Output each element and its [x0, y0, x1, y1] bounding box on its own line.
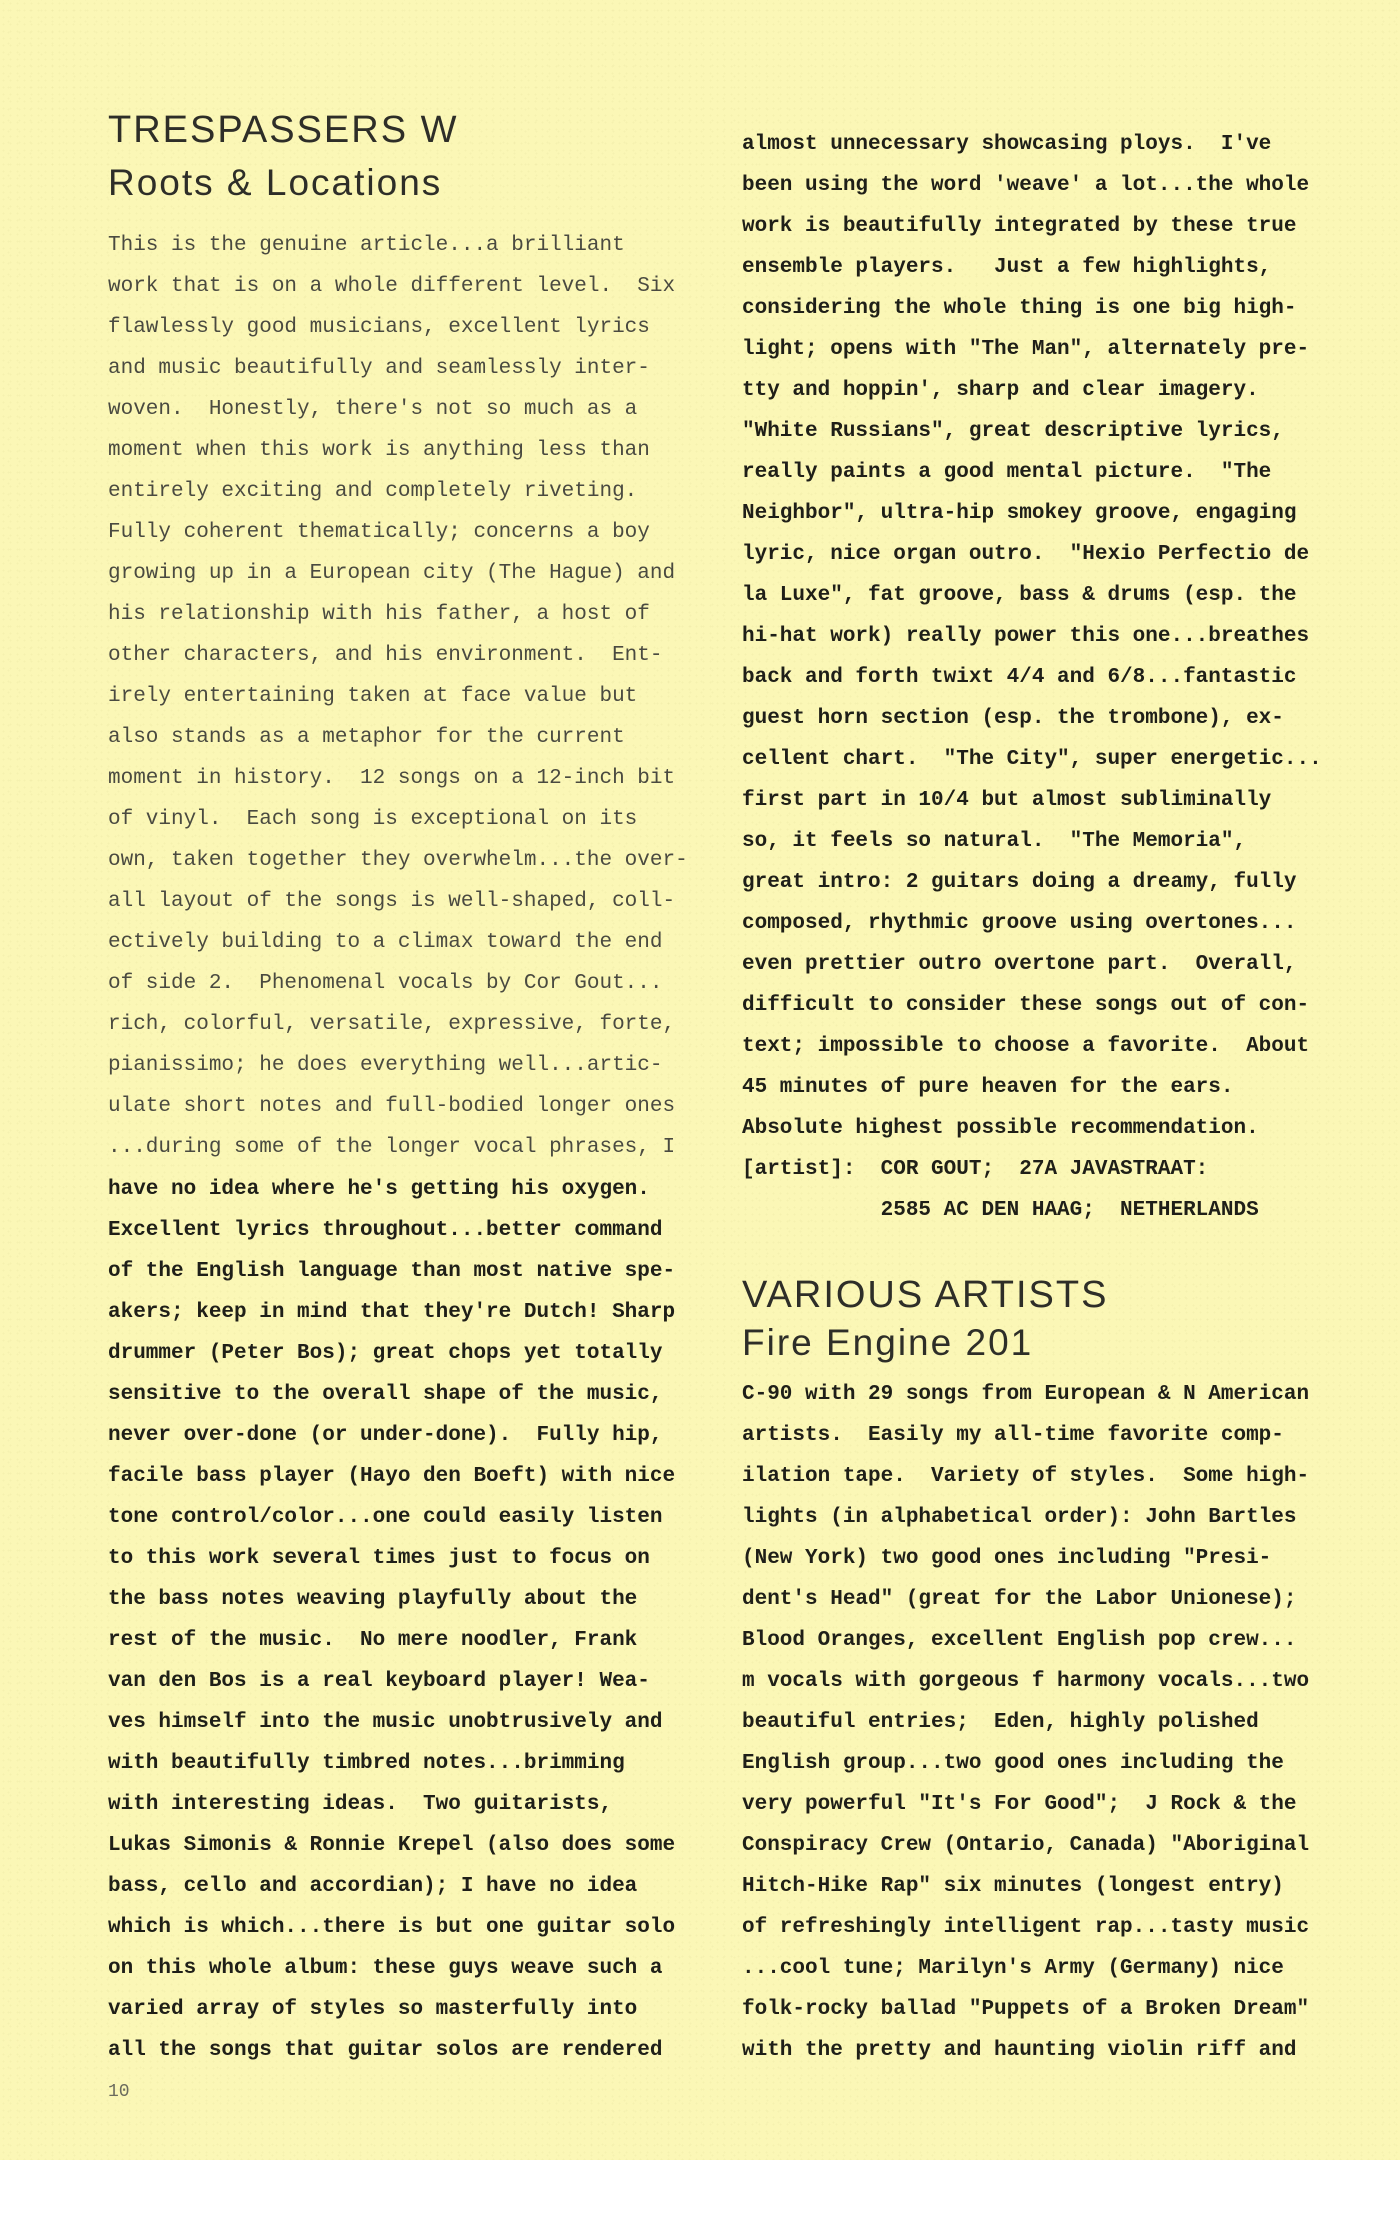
text-line: C-90 with 29 songs from European & N American [742, 1383, 1310, 1406]
text-line: with interesting ideas. Two guitarists, [108, 1793, 613, 1816]
text-line: never over-done (or under-done). Fully hip, [108, 1424, 663, 1447]
review-artist-title: VARIOUS ARTISTS [742, 1274, 1109, 1316]
text-line: pianissimo; he does everything well...artic- [108, 1054, 663, 1077]
text-line: and music beautifully and seamlessly inter- [108, 357, 650, 380]
text-line: akers; keep in mind that they're Dutch! Sharp [108, 1301, 676, 1324]
text-line: light; opens with "The Man", alternately pre- [742, 338, 1310, 361]
text-line: lights (in alphabetical order): John Bartles [742, 1506, 1297, 1529]
text-line: back and forth twixt 4/4 and 6/8...fantastic [742, 666, 1297, 689]
text-line: on this whole album: these guys weave such a [108, 1957, 663, 1980]
text-line: entirely exciting and completely riveting. [108, 480, 638, 503]
text-line: van den Bos is a real keyboard player! Wea- [108, 1670, 650, 1693]
text-line: 45 minutes of pure heaven for the ears. [742, 1076, 1234, 1099]
text-line: hi-hat work) really power this one...breathes [742, 625, 1310, 648]
scan-margin [0, 2160, 1400, 2229]
text-line: moment when this work is anything less than [108, 439, 650, 462]
text-line: drummer (Peter Bos); great chops yet totally [108, 1342, 663, 1365]
text-line: ...cool tune; Marilyn's Army (Germany) nice [742, 1957, 1284, 1980]
text-line: considering the whole thing is one big high- [742, 297, 1297, 320]
text-line: cellent chart. "The City", super energetic... [742, 748, 1322, 771]
text-line: This is the genuine article...a brilliant [108, 234, 625, 257]
review-body-part-1 [108, 225, 688, 1168]
artist-address-line: [artist]: COR GOUT; 27A JAVASTRAAT: [742, 1158, 1209, 1181]
text-line: flawlessly good musicians, excellent lyrics [108, 316, 650, 339]
text-line: first part in 10/4 but almost subliminally [742, 789, 1272, 812]
text-line: Hitch-Hike Rap" six minutes (longest entry) [742, 1875, 1284, 1898]
text-line: tone control/color...one could easily listen [108, 1506, 663, 1529]
text-line: Absolute highest possible recommendation. [742, 1117, 1259, 1140]
text-line: even prettier outro overtone part. Overall, [742, 953, 1297, 976]
text-line: ves himself into the music unobtrusively and [108, 1711, 663, 1734]
text-line: (New York) two good ones including "Presi- [742, 1547, 1272, 1570]
text-line: folk-rocky ballad "Puppets of a Broken Dream" [742, 1998, 1310, 2021]
text-line: ulate short notes and full-bodied longer ones [108, 1095, 676, 1118]
text-line: so, it feels so natural. "The Memoria", [742, 830, 1247, 853]
text-line: Excellent lyrics throughout...better command [108, 1219, 663, 1242]
text-line: rich, colorful, versatile, expressive, forte, [108, 1013, 676, 1036]
text-line: the bass notes weaving playfully about the [108, 1588, 638, 1611]
text-line: Blood Oranges, excellent English pop crew... [742, 1629, 1297, 1652]
text-line: Lukas Simonis & Ronnie Krepel (also does some [108, 1834, 676, 1857]
text-line: guest horn section (esp. the trombone), ex- [742, 707, 1284, 730]
review-album-title: Fire Engine 201 [742, 1322, 1034, 1363]
text-line: lyric, nice organ outro. "Hexio Perfectio de [742, 543, 1310, 566]
review-body-part-2 [108, 1169, 675, 2071]
text-line: woven. Honestly, there's not so much as a [108, 398, 638, 421]
text-line: been using the word 'weave' a lot...the whole [742, 174, 1310, 197]
text-line: to this work several times just to focus on [108, 1547, 650, 1570]
artist-address-line: 2585 AC DEN HAAG; NETHERLANDS [742, 1199, 1259, 1222]
text-line: ectively building to a climax toward the end [108, 931, 663, 954]
text-line: m vocals with gorgeous f harmony vocals...two [742, 1670, 1310, 1693]
text-line: other characters, and his environment. Ent- [108, 644, 663, 667]
text-line: of side 2. Phenomenal vocals by Cor Gout... [108, 972, 663, 995]
text-line: of vinyl. Each song is exceptional on its [108, 808, 638, 831]
text-line: work that is on a whole different level. Six [108, 275, 676, 298]
text-line: with the pretty and haunting violin riff and [742, 2039, 1297, 2062]
text-line: almost unnecessary showcasing ploys. I've [742, 133, 1272, 156]
review-body-part-3 [742, 124, 1322, 1231]
text-line: dent's Head" (great for the Labor Unionese); [742, 1588, 1297, 1611]
text-line: of refreshingly intelligent rap...tasty music [742, 1916, 1310, 1939]
text-line: beautiful entries; Eden, highly polished [742, 1711, 1259, 1734]
text-line: all the songs that guitar solos are rendered [108, 2039, 663, 2062]
text-line: own, taken together they overwhelm...the over- [108, 849, 688, 872]
text-line: with beautifully timbred notes...brimming [108, 1752, 625, 1775]
text-line: Fully coherent thematically; concerns a boy [108, 521, 650, 544]
text-line: ilation tape. Variety of styles. Some high- [742, 1465, 1310, 1488]
text-line: really paints a good mental picture. "The [742, 461, 1272, 484]
text-line: ...during some of the longer vocal phrases, I [108, 1136, 676, 1159]
text-line: tty and hoppin', sharp and clear imagery. [742, 379, 1259, 402]
review-body-part-4 [742, 1374, 1309, 2071]
text-line: Neighbor", ultra-hip smokey groove, engaging [742, 502, 1297, 525]
text-line: moment in history. 12 songs on a 12-inch bit [108, 767, 676, 790]
text-line: difficult to consider these songs out of con- [742, 994, 1310, 1017]
text-line: have no idea where he's getting his oxygen. [108, 1178, 650, 1201]
text-line: irely entertaining taken at face value but [108, 685, 638, 708]
page-number: 10 [108, 2082, 130, 2102]
text-line: of the English language than most native spe- [108, 1260, 676, 1283]
text-line: bass, cello and accordian); I have no idea [108, 1875, 638, 1898]
text-line: composed, rhythmic groove using overtones... [742, 912, 1297, 935]
text-line: work is beautifully integrated by these true [742, 215, 1297, 238]
text-line: facile bass player (Hayo den Boeft) with nice [108, 1465, 676, 1488]
text-line: ensemble players. Just a few highlights, [742, 256, 1272, 279]
text-line: "White Russians", great descriptive lyrics, [742, 420, 1284, 443]
text-line: English group...two good ones including the [742, 1752, 1284, 1775]
text-line: text; impossible to choose a favorite. About [742, 1035, 1310, 1058]
review-album-title: Roots & Locations [108, 162, 443, 203]
text-line: also stands as a metaphor for the current [108, 726, 625, 749]
text-line: growing up in a European city (The Hague) and [108, 562, 676, 585]
text-line: rest of the music. No mere noodler, Frank [108, 1629, 638, 1652]
review-artist-title: TRESPASSERS W [108, 109, 459, 151]
text-line: sensitive to the overall shape of the music, [108, 1383, 663, 1406]
text-line: artists. Easily my all-time favorite comp- [742, 1424, 1284, 1447]
text-line: Conspiracy Crew (Ontario, Canada) "Aboriginal [742, 1834, 1310, 1857]
text-line: which is which...there is but one guitar solo [108, 1916, 676, 1939]
text-line: all layout of the songs is well-shaped, coll- [108, 890, 676, 913]
text-line: varied array of styles so masterfully into [108, 1998, 638, 2021]
text-line: la Luxe", fat groove, bass & drums (esp. the [742, 584, 1297, 607]
text-line: great intro: 2 guitars doing a dreamy, fully [742, 871, 1297, 894]
text-line: his relationship with his father, a host of [108, 603, 650, 626]
text-line: very powerful "It's For Good"; J Rock & the [742, 1793, 1297, 1816]
